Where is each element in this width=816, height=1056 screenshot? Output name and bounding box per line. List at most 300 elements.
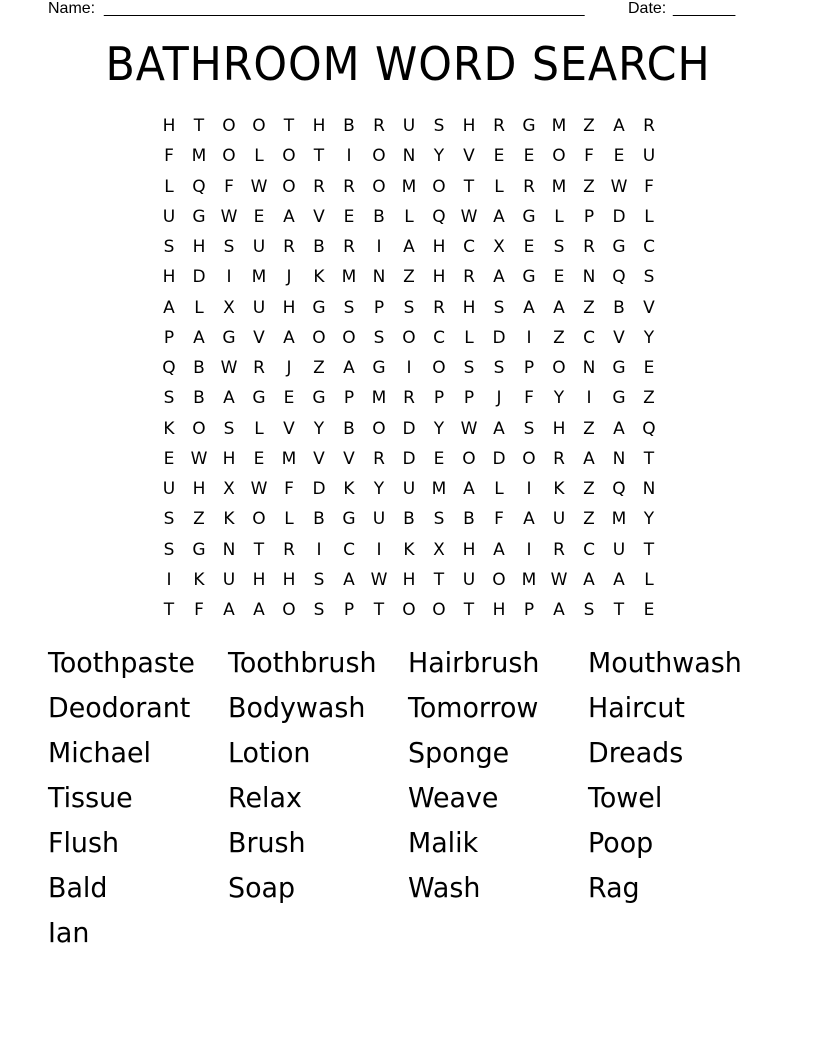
grid-letter: O <box>222 146 236 167</box>
grid-letter: B <box>193 358 205 378</box>
grid-letter: O <box>522 448 536 469</box>
grid-letter: R <box>343 237 355 257</box>
word-list-item: Bald <box>48 871 108 904</box>
grid-letter: O <box>432 600 446 620</box>
grid-letter: S <box>343 297 355 318</box>
grid-row <box>154 111 664 141</box>
grid-letter: A <box>613 116 625 136</box>
grid-letter: Z <box>193 509 205 530</box>
grid-letter: Z <box>403 267 415 288</box>
grid-letter: I <box>166 569 172 590</box>
grid-letter: U <box>252 297 266 318</box>
grid-letter: R <box>283 237 295 257</box>
grid-letter: S <box>433 116 445 136</box>
grid-row <box>154 232 664 262</box>
grid-letter: J <box>286 358 292 378</box>
grid-letter: R <box>373 448 385 469</box>
grid-letter: S <box>493 358 505 378</box>
grid-letter: E <box>523 237 535 257</box>
grid-letter: E <box>553 267 565 288</box>
grid-letter: O <box>312 327 326 348</box>
grid-letter: S <box>163 388 175 409</box>
grid-letter: Y <box>643 327 655 348</box>
grid-letter: F <box>494 509 504 530</box>
grid-letter: R <box>493 116 505 136</box>
grid-letter: F <box>224 176 234 197</box>
grid-letter: Z <box>583 509 595 530</box>
grid-letter: H <box>162 116 176 136</box>
grid-letter: G <box>612 388 626 409</box>
grid-letter: Z <box>643 388 655 409</box>
grid-letter: H <box>252 569 266 590</box>
grid-letter: Q <box>192 176 206 197</box>
word-list-item: Tomorrow <box>408 691 539 724</box>
grid-letter: S <box>373 327 385 348</box>
grid-letter: G <box>522 206 536 227</box>
grid-letter: G <box>612 358 626 378</box>
name-field-line: ______________________________________________________ <box>104 0 585 17</box>
word-list-item: Wash <box>408 871 481 904</box>
grid-letter: B <box>343 116 355 136</box>
grid-letter: B <box>613 297 625 318</box>
word-list-item: Tissue <box>48 781 133 814</box>
grid-letter: O <box>402 600 416 620</box>
grid-letter: H <box>402 569 416 590</box>
grid-letter: T <box>643 539 655 560</box>
grid-letter: C <box>463 237 475 257</box>
grid-letter: R <box>313 176 325 197</box>
grid-letter: S <box>223 237 235 257</box>
grid-letter: H <box>552 418 566 439</box>
grid-row <box>154 414 664 444</box>
grid-letter: O <box>372 418 386 439</box>
grid-letter: M <box>371 388 387 409</box>
grid-letter: E <box>253 448 265 469</box>
grid-row <box>154 504 664 534</box>
grid-letter: A <box>463 479 475 499</box>
grid-letter: W <box>460 418 478 439</box>
grid-letter: O <box>432 358 446 378</box>
grid-letter: A <box>553 600 565 620</box>
grid-letter: S <box>463 358 475 378</box>
grid-letter: T <box>373 600 385 620</box>
grid-letter: R <box>433 297 445 318</box>
grid-letter: K <box>163 418 175 439</box>
grid-row <box>154 565 664 595</box>
grid-letter: A <box>283 206 295 227</box>
grid-letter: O <box>552 146 566 167</box>
grid-letter: R <box>403 388 415 409</box>
grid-letter: P <box>433 388 445 409</box>
grid-letter: O <box>402 327 416 348</box>
grid-letter: E <box>643 600 655 620</box>
grid-letter: I <box>586 388 592 409</box>
grid-letter: X <box>493 237 505 257</box>
grid-letter: P <box>373 297 385 318</box>
grid-letter: O <box>282 146 296 167</box>
grid-letter: S <box>643 267 655 288</box>
grid-letter: K <box>403 539 415 560</box>
grid-letter: O <box>222 116 236 136</box>
grid-letter: T <box>283 116 295 136</box>
grid-letter: D <box>492 327 506 348</box>
grid-letter: R <box>553 448 565 469</box>
grid-letter: D <box>402 418 416 439</box>
grid-letter: D <box>402 448 416 469</box>
grid-letter: W <box>220 358 238 378</box>
grid-letter: A <box>343 358 355 378</box>
grid-letter: I <box>376 237 382 257</box>
grid-letter: S <box>583 600 595 620</box>
grid-letter: P <box>463 388 475 409</box>
grid-letter: L <box>554 206 564 227</box>
grid-letter: T <box>163 600 175 620</box>
grid-letter: O <box>462 448 476 469</box>
grid-letter: A <box>553 297 565 318</box>
grid-letter: O <box>372 146 386 167</box>
grid-letter: I <box>226 267 232 288</box>
grid-row <box>154 444 664 474</box>
grid-letter: U <box>552 509 566 530</box>
grid-letter: C <box>583 539 595 560</box>
grid-row <box>154 353 664 383</box>
grid-letter: C <box>433 327 445 348</box>
grid-letter: P <box>523 600 535 620</box>
grid-letter: S <box>403 297 415 318</box>
grid-letter: K <box>313 267 325 288</box>
grid-letter: G <box>252 388 266 409</box>
grid-letter: Q <box>432 206 446 227</box>
grid-letter: U <box>372 509 386 530</box>
grid-letter: O <box>492 569 506 590</box>
grid-letter: M <box>401 176 417 197</box>
grid-letter: I <box>316 539 322 560</box>
grid-letter: N <box>642 479 656 499</box>
grid-letter: M <box>251 267 267 288</box>
grid-letter: G <box>522 267 536 288</box>
grid-letter: N <box>402 146 416 167</box>
grid-letter: T <box>643 448 655 469</box>
grid-letter: B <box>343 418 355 439</box>
grid-letter: N <box>612 448 626 469</box>
grid-letter: N <box>222 539 236 560</box>
grid-letter: R <box>373 116 385 136</box>
grid-letter: G <box>312 297 326 318</box>
grid-letter: O <box>282 600 296 620</box>
grid-letter: H <box>192 237 206 257</box>
grid-letter: A <box>253 600 265 620</box>
grid-letter: E <box>433 448 445 469</box>
grid-letter: A <box>523 509 535 530</box>
grid-letter: O <box>342 327 356 348</box>
grid-letter: Z <box>583 176 595 197</box>
grid-letter: Z <box>313 358 325 378</box>
grid-letter: R <box>253 358 265 378</box>
grid-letter: U <box>222 569 236 590</box>
grid-letter: H <box>462 539 476 560</box>
grid-letter: Z <box>583 116 595 136</box>
grid-letter: Z <box>583 479 595 499</box>
grid-letter: Z <box>583 418 595 439</box>
word-list-item: Relax <box>228 781 302 814</box>
grid-letter: F <box>194 600 204 620</box>
grid-letter: E <box>343 206 355 227</box>
grid-letter: C <box>343 539 355 560</box>
grid-letter: R <box>583 237 595 257</box>
word-list-item: Michael <box>48 736 151 769</box>
grid-letter: P <box>583 206 595 227</box>
grid-letter: U <box>402 116 416 136</box>
grid-row <box>154 202 664 232</box>
grid-letter: L <box>194 297 204 318</box>
grid-letter: E <box>523 146 535 167</box>
grid-letter: T <box>463 600 475 620</box>
grid-letter: J <box>286 267 292 288</box>
grid-letter: G <box>222 327 236 348</box>
grid-letter: I <box>526 327 532 348</box>
grid-letter: U <box>462 569 476 590</box>
grid-letter: F <box>584 146 594 167</box>
grid-letter: M <box>191 146 207 167</box>
grid-row <box>154 595 664 625</box>
grid-letter: S <box>523 418 535 439</box>
grid-letter: H <box>222 448 236 469</box>
grid-letter: L <box>494 479 504 499</box>
grid-letter: I <box>526 539 532 560</box>
grid-letter: H <box>432 237 446 257</box>
word-list-item: Malik <box>408 826 479 859</box>
grid-letter: A <box>523 297 535 318</box>
word-list-item: Dreads <box>588 736 684 769</box>
grid-letter: T <box>463 176 475 197</box>
grid-letter: U <box>162 206 176 227</box>
grid-letter: X <box>433 539 445 560</box>
grid-letter: U <box>642 146 656 167</box>
grid-letter: P <box>523 358 535 378</box>
grid-letter: Z <box>553 327 565 348</box>
word-list-item: Lotion <box>228 736 311 769</box>
grid-letter: E <box>283 388 295 409</box>
grid-letter: G <box>522 116 536 136</box>
grid-letter: B <box>373 206 385 227</box>
grid-letter: D <box>312 479 326 499</box>
grid-letter: V <box>313 448 325 469</box>
grid-letter: R <box>283 539 295 560</box>
grid-letter: O <box>192 418 206 439</box>
grid-letter: D <box>192 267 206 288</box>
grid-letter: W <box>250 479 268 499</box>
grid-letter: W <box>190 448 208 469</box>
grid-letter: T <box>253 539 265 560</box>
grid-letter: D <box>492 448 506 469</box>
word-list <box>48 640 768 955</box>
grid-letter: X <box>223 479 235 499</box>
grid-letter: A <box>193 327 205 348</box>
word-list-item: Weave <box>408 781 499 814</box>
grid-letter: B <box>463 509 475 530</box>
grid-letter: B <box>313 509 325 530</box>
date-field-line: _______ <box>673 0 736 17</box>
grid-letter: H <box>492 600 506 620</box>
header-fields <box>48 0 748 18</box>
grid-letter: L <box>644 569 654 590</box>
grid-letter: A <box>283 327 295 348</box>
grid-letter: G <box>342 509 356 530</box>
grid-letter: E <box>643 358 655 378</box>
grid-letter: H <box>312 116 326 136</box>
grid-letter: A <box>163 297 175 318</box>
grid-letter: I <box>376 539 382 560</box>
grid-letter: A <box>223 388 235 409</box>
grid-letter: I <box>526 479 532 499</box>
grid-letter: E <box>613 146 625 167</box>
grid-letter: U <box>402 479 416 499</box>
grid-letter: I <box>406 358 412 378</box>
grid-letter: W <box>220 206 238 227</box>
word-list-item: Towel <box>588 781 663 814</box>
grid-letter: Q <box>612 267 626 288</box>
grid-letter: Y <box>433 418 445 439</box>
grid-letter: G <box>192 206 206 227</box>
grid-letter: C <box>643 237 655 257</box>
grid-row <box>154 535 664 565</box>
grid-letter: S <box>493 297 505 318</box>
grid-letter: B <box>313 237 325 257</box>
grid-letter: H <box>282 297 296 318</box>
grid-letter: W <box>610 176 628 197</box>
grid-letter: Z <box>583 297 595 318</box>
grid-letter: W <box>550 569 568 590</box>
grid-letter: K <box>553 479 565 499</box>
grid-letter: E <box>253 206 265 227</box>
grid-row <box>154 383 664 413</box>
grid-letter: G <box>372 358 386 378</box>
grid-letter: K <box>193 569 205 590</box>
grid-letter: Q <box>612 479 626 499</box>
grid-letter: Y <box>373 479 385 499</box>
grid-letter: A <box>493 418 505 439</box>
grid-letter: S <box>163 509 175 530</box>
grid-letter: V <box>253 327 265 348</box>
grid-letter: Y <box>553 388 565 409</box>
grid-letter: O <box>282 176 296 197</box>
grid-letter: M <box>611 509 627 530</box>
grid-letter: L <box>494 176 504 197</box>
grid-letter: H <box>462 297 476 318</box>
word-list-item: Hairbrush <box>408 646 540 679</box>
grid-letter: S <box>433 509 445 530</box>
grid-letter: H <box>162 267 176 288</box>
grid-letter: L <box>254 146 264 167</box>
grid-letter: D <box>612 206 626 227</box>
grid-letter: A <box>583 448 595 469</box>
grid-letter: F <box>284 479 294 499</box>
grid-letter: A <box>493 206 505 227</box>
grid-letter: O <box>252 509 266 530</box>
grid-letter: F <box>524 388 534 409</box>
grid-letter: A <box>613 569 625 590</box>
word-list-item: Haircut <box>588 691 685 724</box>
grid-letter: R <box>643 116 655 136</box>
grid-letter: O <box>552 358 566 378</box>
grid-letter: Q <box>642 418 656 439</box>
grid-letter: G <box>192 539 206 560</box>
grid-letter: O <box>252 116 266 136</box>
grid-letter: L <box>164 176 174 197</box>
grid-letter: M <box>431 479 447 499</box>
grid-letter: S <box>163 539 175 560</box>
word-list-item: Soap <box>228 871 296 904</box>
grid-letter: S <box>313 569 325 590</box>
grid-letter: V <box>643 297 655 318</box>
grid-letter: H <box>462 116 476 136</box>
grid-letter: F <box>164 146 174 167</box>
grid-letter: O <box>372 176 386 197</box>
grid-letter: W <box>460 206 478 227</box>
grid-letter: M <box>281 448 297 469</box>
word-list-item: Toothbrush <box>228 646 377 679</box>
grid-letter: V <box>463 146 475 167</box>
grid-letter: N <box>582 267 596 288</box>
word-list-item: Ian <box>48 916 90 949</box>
grid-letter: L <box>254 418 264 439</box>
grid-letter: J <box>496 388 502 409</box>
grid-letter: L <box>284 509 294 530</box>
grid-letter: W <box>250 176 268 197</box>
grid-letter: U <box>162 479 176 499</box>
word-list-item: Bodywash <box>228 691 366 724</box>
grid-letter: L <box>464 327 474 348</box>
grid-letter: O <box>432 176 446 197</box>
grid-letter: R <box>553 539 565 560</box>
word-list-item: Toothpaste <box>48 646 195 679</box>
grid-letter: N <box>372 267 386 288</box>
grid-letter: M <box>551 176 567 197</box>
grid-letter: V <box>283 418 295 439</box>
grid-letter: Q <box>162 358 176 378</box>
grid-letter: N <box>582 358 596 378</box>
word-list-item: Sponge <box>408 736 510 769</box>
grid-row <box>154 323 664 353</box>
grid-letter: G <box>612 237 626 257</box>
grid-letter: E <box>493 146 505 167</box>
word-list-item: Flush <box>48 826 120 859</box>
grid-letter: P <box>163 327 175 348</box>
grid-letter: K <box>223 509 235 530</box>
grid-letter: A <box>403 237 415 257</box>
grid-row <box>154 172 664 202</box>
grid-letter: S <box>313 600 325 620</box>
grid-letter: B <box>403 509 415 530</box>
grid-letter: C <box>583 327 595 348</box>
word-list-item: Brush <box>228 826 306 859</box>
grid-letter: A <box>583 569 595 590</box>
grid-row <box>154 474 664 504</box>
grid-row <box>154 262 664 292</box>
grid-letter: A <box>493 539 505 560</box>
grid-letter: S <box>223 418 235 439</box>
grid-letter: S <box>163 237 175 257</box>
grid-letter: R <box>343 176 355 197</box>
grid-letter: Y <box>433 146 445 167</box>
date-label: Date: <box>628 0 667 17</box>
grid-letter: G <box>312 388 326 409</box>
page-title: BATHROOM WORD SEARCH <box>105 37 711 91</box>
grid-letter: I <box>346 146 352 167</box>
grid-row <box>154 141 664 171</box>
grid-letter: H <box>432 267 446 288</box>
grid-letter: R <box>523 176 535 197</box>
